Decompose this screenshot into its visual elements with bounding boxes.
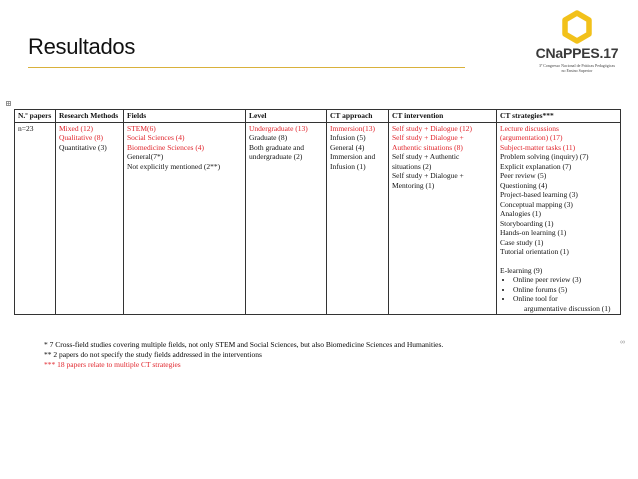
table-row xyxy=(15,122,621,315)
list-item: Self study + Dialogue (12) xyxy=(392,123,473,133)
list-item: Conceptual mapping (3) xyxy=(500,199,573,209)
list-item: undergraduate (2) xyxy=(249,152,303,161)
list-item: General(7*) xyxy=(127,152,164,161)
list-item: Peer review (5) xyxy=(500,171,547,180)
slide-title: Resultados xyxy=(28,34,136,59)
elearning-heading: E-learning (9) xyxy=(500,265,543,275)
list-item: Mixed (12) xyxy=(59,123,93,133)
list-item: Immersion and xyxy=(330,152,376,161)
list-item: Project-based learning (3) xyxy=(500,190,578,199)
logo-subtitle-line: no Ensino Superior xyxy=(561,68,593,73)
list-item: Quantitative (3) xyxy=(59,142,107,152)
header-papers: N.º papers xyxy=(15,110,56,123)
logo-subtitle xyxy=(528,63,626,73)
list-item: Case study (1) xyxy=(500,237,544,247)
list-item: Self study + Dialogue + xyxy=(392,171,464,180)
list-item: Infusion (1) xyxy=(330,161,366,171)
list-item-continuation: argumentative discussion (1) xyxy=(524,303,611,313)
cell-approach xyxy=(327,122,389,315)
list-item: • Online forums (5) xyxy=(513,285,617,295)
hexagon-logo-icon xyxy=(560,10,594,44)
logo-subtitle-line: 3º Congresso Nacional de Práticas Pedagógicas xyxy=(539,63,615,68)
results-table xyxy=(14,109,621,315)
table-header-row xyxy=(15,110,621,123)
title-divider xyxy=(28,67,465,68)
cell-papers: n=23 xyxy=(15,122,56,315)
header-level: Level xyxy=(246,110,327,123)
list-item: Self study + Authentic xyxy=(392,152,460,161)
header-methods: Research Methods xyxy=(56,110,124,123)
footnote: *** 18 papers relate to multiple CT strategies xyxy=(44,360,181,369)
cell-intervention xyxy=(389,122,497,315)
list-item: Undergraduate (13) xyxy=(249,123,308,133)
list-item: Authentic situations (8) xyxy=(392,142,463,152)
list-item: Social Sciences (4) xyxy=(127,133,185,142)
footnotes xyxy=(44,340,443,370)
list-item: Lecture discussions xyxy=(500,123,559,133)
cell-fields xyxy=(124,122,246,315)
list-item: Questioning (4) xyxy=(500,180,548,190)
list-item: Mentoring (1) xyxy=(392,180,435,190)
list-item: Infusion (5) xyxy=(330,133,366,142)
conference-logo xyxy=(528,8,624,78)
list-item: (argumentation) (17) xyxy=(500,133,563,142)
header-approach: CT approach xyxy=(327,110,389,123)
list-item: situations (2) xyxy=(392,161,432,171)
table-end-marker: ∞ xyxy=(620,339,625,346)
cell-strategies xyxy=(497,122,621,315)
list-spacer xyxy=(500,257,617,266)
elearning-list xyxy=(500,275,617,304)
list-item: Storyboarding (1) xyxy=(500,218,554,228)
list-item: Biomedicine Sciences (4) xyxy=(127,142,205,152)
list-item: Hands-on learning (1) xyxy=(500,228,567,237)
list-item: • Online peer review (3) xyxy=(513,275,617,285)
move-handle-icon[interactable] xyxy=(6,101,11,106)
cell-level xyxy=(246,122,327,315)
list-item: Self study + Dialogue + xyxy=(392,133,464,142)
list-item: Tutorial orientation (1) xyxy=(500,247,569,256)
list-item: Qualitative (8) xyxy=(59,133,103,142)
logo-name: CNaPPES.17 xyxy=(535,45,619,61)
list-item: Not explicitly mentioned (2**) xyxy=(127,161,221,171)
list-item: • Online tool for xyxy=(513,294,617,304)
header-strategies: CT strategies*** xyxy=(497,110,621,123)
list-item: Graduate (8) xyxy=(249,133,288,142)
footnote: ** 2 papers do not specify the study fields addressed in the interventions xyxy=(44,350,262,359)
cell-methods xyxy=(56,122,124,315)
header-fields: Fields xyxy=(124,110,246,123)
list-item: Explicit explanation (7) xyxy=(500,161,572,171)
strategies-list xyxy=(500,124,617,257)
list-item: Immersion(13) xyxy=(330,123,375,133)
list-item: Analogies (1) xyxy=(500,209,542,218)
list-item: STEM(6) xyxy=(127,123,156,133)
footnote: * 7 Cross-field studies covering multiple fields, not only STEM and Social Sciences, but also Biomedicine Sciences and Humanities. xyxy=(44,340,444,349)
header-intervention: CT intervention xyxy=(389,110,497,123)
list-item: Both graduate and xyxy=(249,142,304,152)
list-item: Subject-matter tasks (11) xyxy=(500,142,576,152)
list-item: General (4) xyxy=(330,142,365,152)
list-item: Problem solving (inquiry) (7) xyxy=(500,152,589,161)
